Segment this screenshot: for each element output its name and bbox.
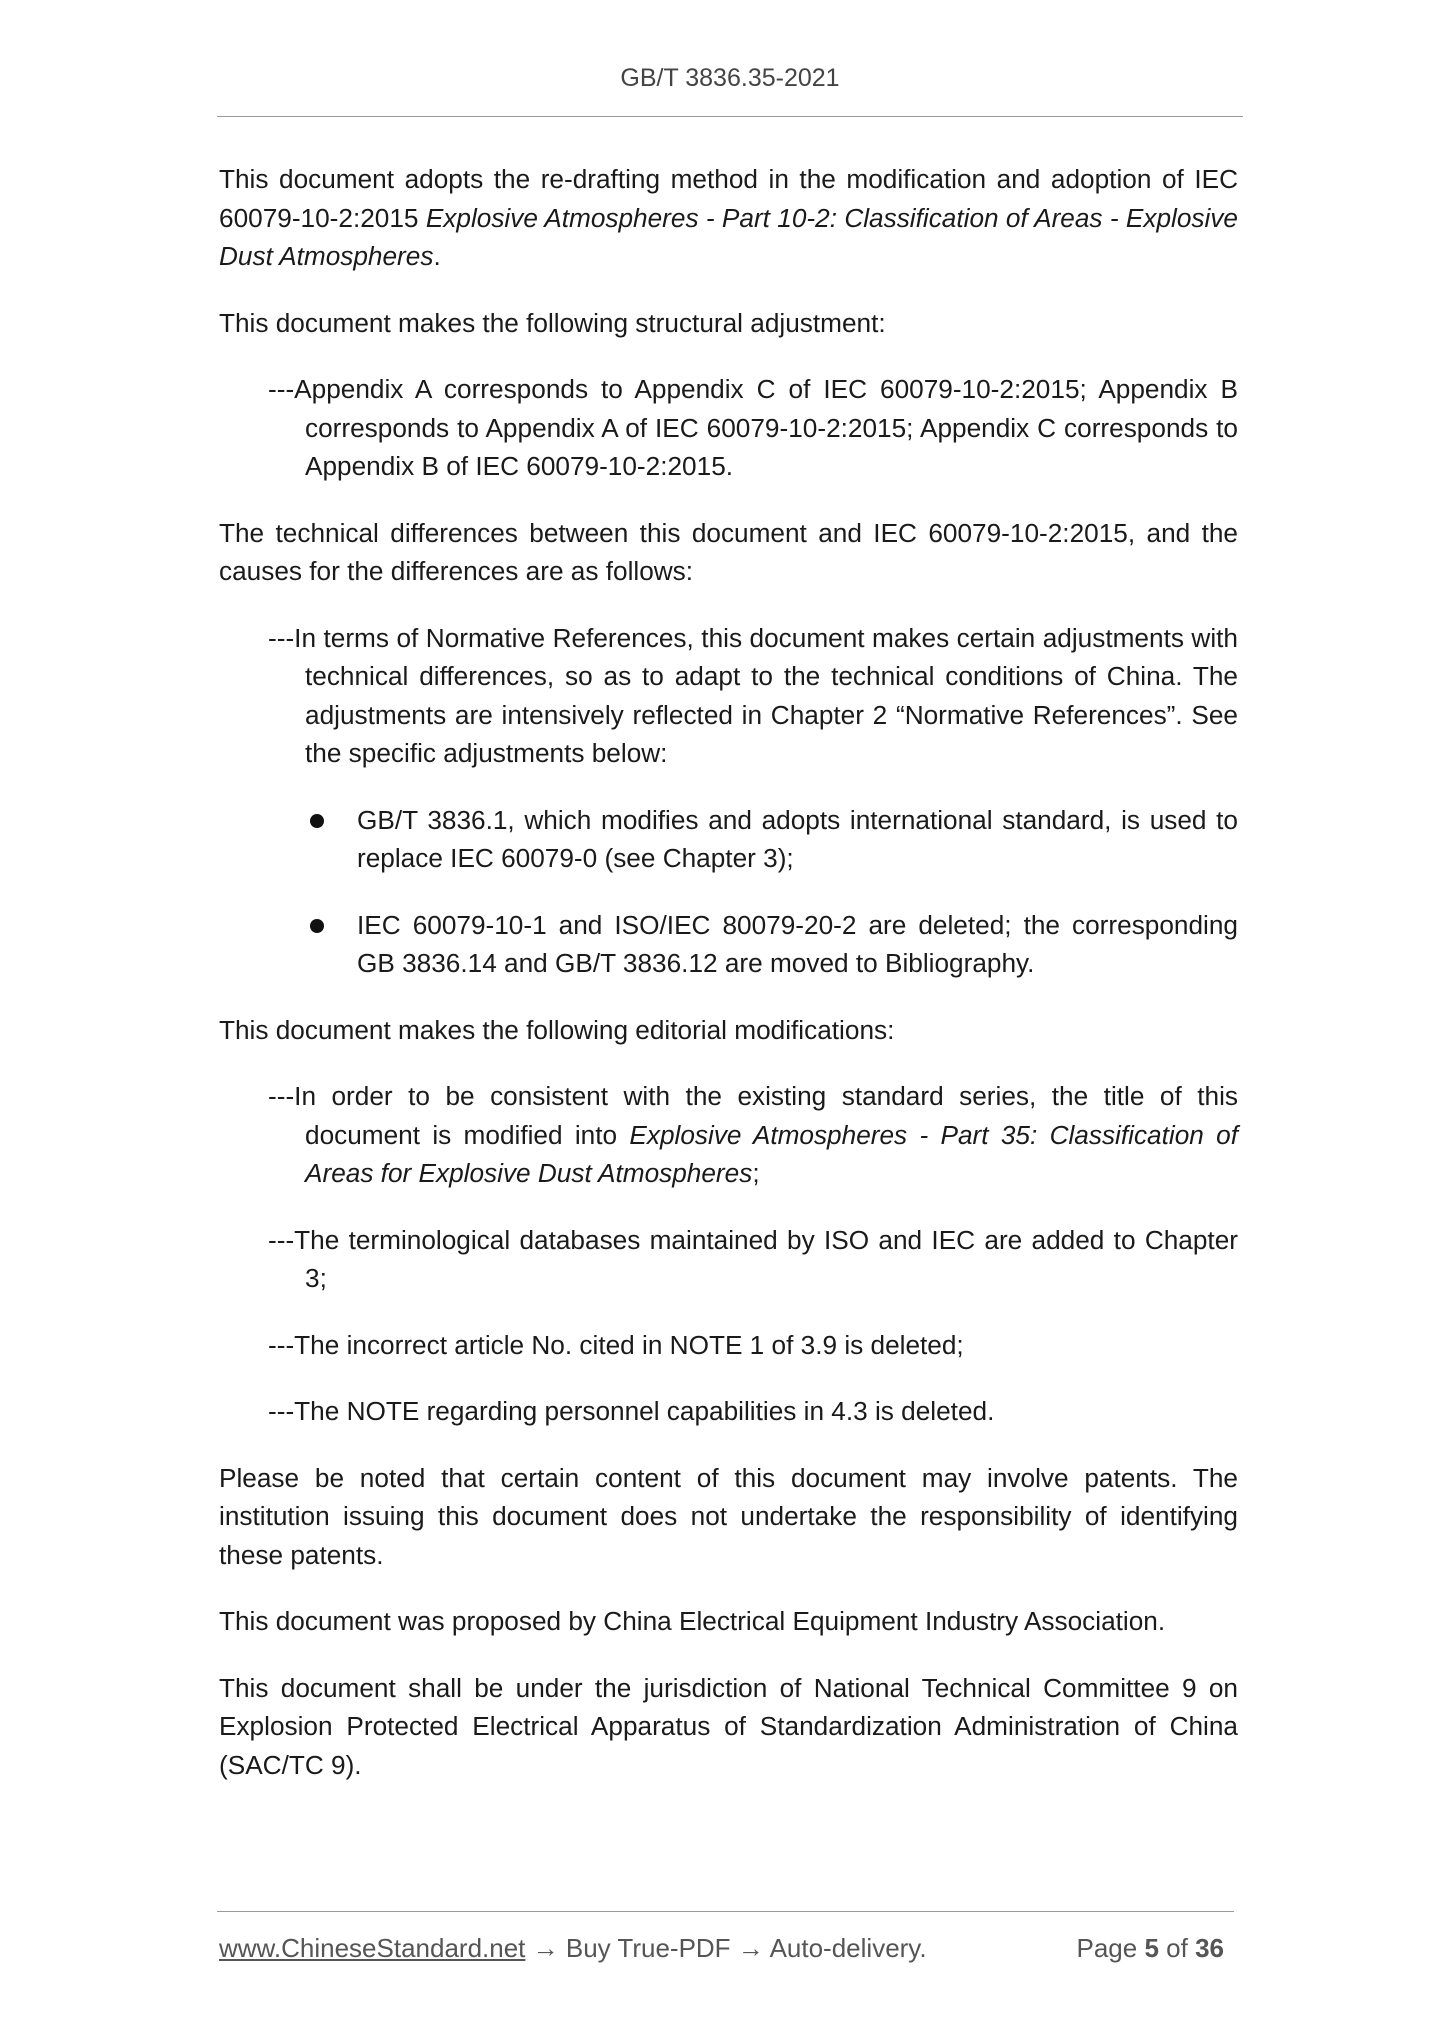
- page-label: Page: [1076, 1933, 1138, 1963]
- paragraph-text: This document adopts the re-drafting method in the modification and adoption of IEC 60079-10-2:2015: [219, 164, 1238, 233]
- footer-promo: [219, 1933, 927, 1964]
- paragraph-adoption: [219, 160, 1238, 276]
- dash-item-appendix: ---Appendix A corresponds to Appendix C of IEC 60079-10-2:2015; Appendix B corresponds to Appendix A of IEC 60079-10-2:2015; Appendix C corresponds to Appendix B of IEC 60079-10-2:2015.: [268, 374, 1238, 481]
- bullet-text: IEC 60079-10-1 and ISO/IEC 80079-20-2 are deleted; the corresponding GB 3836.14 and GB/T 3836.12 are moved to Bibliography.: [357, 909, 1238, 978]
- standard-number: GB/T 3836.35-2021: [620, 64, 840, 92]
- bullet-icon: [310, 814, 324, 828]
- page-header: [217, 64, 1243, 93]
- iec-title: Explosive Atmospheres - Part 10-2: Classification of Areas - Explosive Dust Atmospheres: [219, 202, 1238, 271]
- footer-promo-text: → Buy True-PDF → Auto-delivery.: [525, 1933, 927, 1963]
- paragraph-technical-differences: The technical differences between this document and IEC 60079-10-2:2015, and the causes for the differences are as follows:: [219, 517, 1238, 586]
- bullet-item: [357, 801, 1238, 878]
- bullet-icon: [310, 919, 324, 933]
- header-divider: [217, 116, 1243, 117]
- dash-item-note-deleted: ---The NOTE regarding personnel capabilities in 4.3 is deleted.: [268, 1396, 995, 1426]
- paragraph-jurisdiction: This document shall be under the jurisdiction of National Technical Committee 9 on Explosion Protected Electrical Apparatus of Standardization Administration of China (SAC/TC 9).: [219, 1672, 1238, 1780]
- bullet-item: [357, 906, 1238, 983]
- paragraph-patents: Please be noted that certain content of this document may involve patents. The institution issuing this document does not undertake the responsibility of identifying these patents.: [219, 1462, 1238, 1570]
- paragraph-text: ---In order to be consistent with the existing standard series, the title of this document is modified into: [268, 1081, 1238, 1150]
- paragraph-proposed: This document was proposed by China Electrical Equipment Industry Association.: [219, 1606, 1166, 1636]
- page-number: 5: [1144, 1933, 1159, 1963]
- footer-divider: [217, 1911, 1234, 1912]
- of-label: of: [1166, 1933, 1188, 1963]
- page-counter: [1076, 1933, 1224, 1964]
- page-footer: [219, 1933, 1234, 1967]
- bullet-text: GB/T 3836.1, which modifies and adopts international standard, is used to replace IEC 60079-0 (see Chapter 3);: [357, 804, 1238, 873]
- document-body: [219, 160, 1238, 1812]
- page-total: 36: [1195, 1933, 1224, 1963]
- dash-item-incorrect-article: ---The incorrect article No. cited in NOTE 1 of 3.9 is deleted;: [268, 1329, 964, 1360]
- dash-item-normative-references: ---In terms of Normative References, this document makes certain adjustments with technical differences, so as to adapt to the technical conditions of China. The adjustments are intensively reflected in Chapter 2 “Normative References”. See the specific adjustments below:: [268, 622, 1238, 768]
- paragraph-editorial: This document makes the following editorial modifications:: [219, 1014, 895, 1045]
- dash-item-title-modified: [268, 1077, 1238, 1193]
- paragraph-structural: This document makes the following structural adjustment:: [219, 307, 886, 338]
- website-link[interactable]: www.ChineseStandard.net: [219, 1933, 526, 1963]
- new-title: Explosive Atmospheres - Part 35: Classification of Areas for Explosive Dust Atmospheres: [305, 1119, 1239, 1188]
- paragraph-text: ;: [752, 1158, 760, 1188]
- dash-item-terminological: ---The terminological databases maintained by ISO and IEC are added to Chapter 3;: [268, 1224, 1238, 1293]
- paragraph-text: .: [433, 241, 441, 271]
